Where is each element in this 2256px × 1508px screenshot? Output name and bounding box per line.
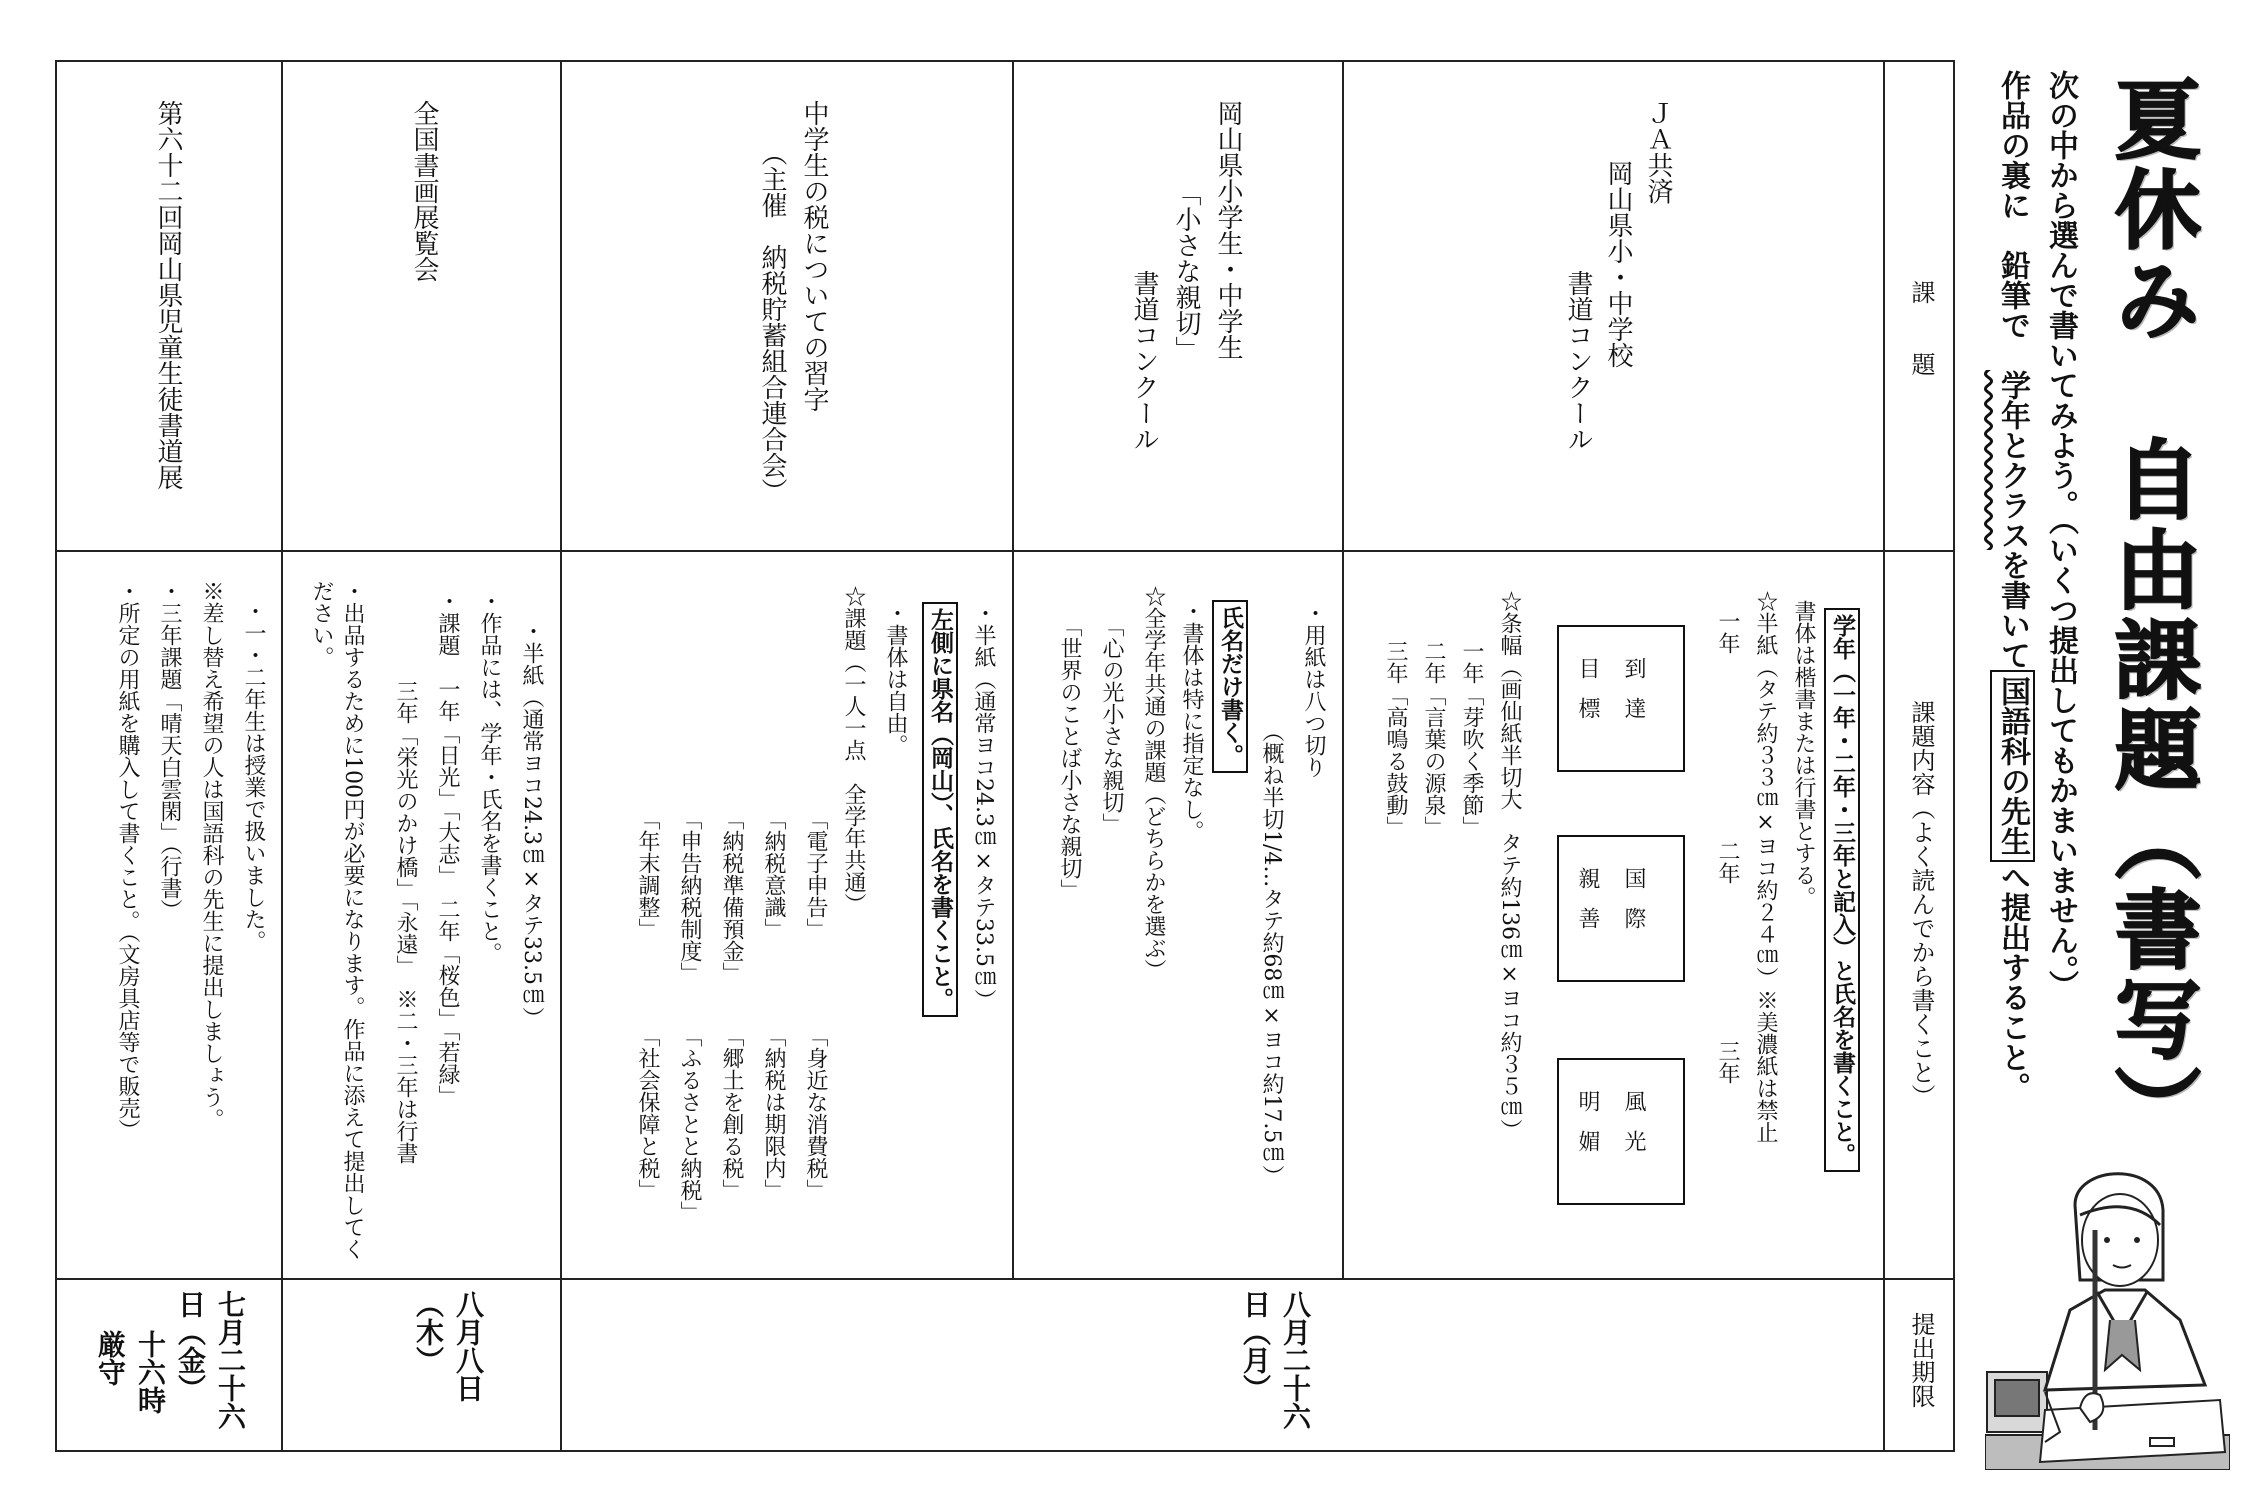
column-divider-2 [560,60,562,1452]
tax-item-14: 「年末調整」 [635,808,660,940]
tax-item-10: 「納税準備預金」 [719,808,744,984]
kindness-rule-1: ・用紙は八つ切り [1301,602,1326,778]
ja-item-3: 三年「高鳴る鼓動」 [1383,640,1408,838]
ja-sample-stamp-1-right: 到達 [1621,657,1646,737]
student-writing-illustration [1985,1170,2230,1470]
ja-sample-stamp-3-right: 風光 [1621,1090,1646,1170]
tax-title-1: 中学生の税についての習字 [799,100,829,412]
national-title: 全国書画展覧会 [409,100,439,282]
ja-item-2: 二年「言葉の源泉」 [1421,640,1446,838]
ja-title-1: ＪＡ共済 [1643,100,1673,204]
ja-rule-3: ☆半紙（タテ約３３㎝×ヨコ約２４㎝）※美濃紙は禁止 [1753,590,1778,1143]
column-divider-3 [1012,60,1014,1280]
kindness-rule-2: 氏名だけ書く。 [1214,600,1247,773]
table-row-divider [55,550,1955,552]
kindness-title-2: 「小さな親切」 [1171,180,1201,362]
deadline-3a: 七月二十六日（金） [174,1290,247,1430]
column-divider-4 [1342,60,1344,1280]
children-rule-3: ・三年課題「晴天白雲閑」（行書） [157,580,182,921]
deadline-1: 八月二十六日（月） [1239,1290,1312,1430]
instruction-2-b: 学年とクラス [1995,370,2030,550]
tax-rule-2: 左側に県名（岡山）、氏名を書くこと。 [924,602,957,1017]
tax-item-7: 「納税意識」 [761,808,786,940]
table-right-border [1953,60,1955,1452]
ja-rule-4: ☆条幅（画仙紙半切大 タテ約136㎝×ヨコ約３５㎝） [1497,590,1522,1141]
children-rule-4: ・所定の用紙を購入して書くこと。（文房具店等で販売） [115,580,140,1141]
kindness-item-2: 「世界のことば小さな親切」 [1057,615,1082,901]
tax-item-6: 「電子申告」 [803,808,828,940]
kindness-item-1: 「心の光小さな親切」 [1099,615,1124,835]
ja-grade-2: 二年 [1715,840,1740,884]
kindness-rule-4: ☆全学年共通の課題（どちらかを選ぶ） [1141,585,1166,981]
tax-title-2: （主催 納税貯蓄組合連合会） [757,140,787,504]
kindness-rule-3: ・書体は特に指定なし。 [1179,600,1204,842]
ja-sample-stamp-1-left: 目標 [1575,657,1600,737]
header-deadline: 提出期限 [1907,1312,1935,1408]
national-rule-3: ・課題 一年「日光」「大志」 二年「桜色」「若緑」 [435,590,460,1107]
column-divider-1 [281,60,283,1452]
national-rule-4: 三年「栄光のかけ橋」「永遠」 ※二・三年は行書 [393,680,418,1164]
tax-item-3: 「郷土を創る税」 [719,1025,744,1201]
ja-grade-1: 一年 [1715,610,1740,654]
tax-item-1: 「身近な消費税」 [803,1025,828,1201]
ja-title-3: 書道コンクール [1563,270,1593,452]
children-title: 第六十二回岡山県児童生徒書道展 [153,100,183,490]
header-content: 課題内容（よく読んでから書くこと） [1907,700,1935,1108]
ja-sample-stamp-2 [1557,835,1685,982]
tax-item-5: 「社会保障と税」 [635,1025,660,1201]
deadline-3b: 十六時厳守 [94,1330,167,1414]
children-rule-1: ・一・二年生は授業で扱いました。 [241,600,266,952]
header-theme: 課 題 [1907,280,1935,376]
table-bottom-border [55,1450,1955,1452]
tax-item-2: 「納税は期限内」 [761,1025,786,1201]
tax-rule-1: ・半紙（通常ヨコ24.3㎝×タテ33.5㎝） [971,602,996,1011]
tax-rule-3: ・書体は自由。 [883,602,908,756]
table-left-border [55,60,57,1452]
ja-grade-3: 三年 [1715,1040,1740,1084]
kindness-rule-1b: （概ね半切1/4…タテ約68㎝×ヨコ約17.5㎝） [1259,720,1284,1188]
instruction-2 [1992,70,2032,1102]
instruction-2-d: 国語科の先生 [1990,670,2035,862]
ja-item-1: 一年「芽吹く季節」 [1459,640,1484,838]
ja-sample-stamp-2-left: 親善 [1575,867,1600,947]
deadline-2: 八月八日（木） [412,1290,485,1402]
kindness-title-3: 書道コンクール [1129,270,1159,452]
national-rule-5: ・出品するために100円が必要になります。作品に添えて提出してください。 [309,580,365,1260]
instruction-2-e: へ提出すること。 [1995,862,2030,1102]
ja-sample-stamp-3 [1557,1058,1685,1205]
national-rule-1: ・半紙（通常ヨコ24.3㎝×タテ33.5㎝） [519,620,544,1029]
instruction-2-a: 作品の裏に 鉛筆で [1995,70,2030,370]
table-top-border [55,60,1955,62]
tax-rule-4: ☆課題（一人一点 全学年共通） [841,585,866,915]
ja-rule-1: 学年（一年・二年・三年と記入）と氏名を書くこと。 [1826,608,1859,1172]
instruction-2-c: を書いて [1995,550,2030,670]
header-column-divider [1883,60,1885,1452]
national-rule-2: ・作品には、学年・氏名を書くこと。 [477,590,502,964]
table-row-divider-2 [55,1278,1955,1280]
tax-item-12: 「申告納税制度」 [677,808,702,984]
instruction-1: 次の中から選んで書いてみよう。（いくつ提出してもかまいません。） [2043,70,2078,1000]
page-title: 夏休み 自由課題（書写） [2100,75,2200,1155]
tax-item-4: 「ふるさとと納税」 [677,1025,702,1223]
ja-title-2: 岡山県小・中学校 [1603,160,1633,368]
children-rule-2: ※差し替え希望の人は国語科の先生に提出しましょう。 [199,580,224,1130]
ja-rule-2: 書体は楷書または行書とする。 [1791,600,1816,908]
ja-sample-stamp-1 [1557,625,1685,772]
ja-sample-stamp-3-left: 明媚 [1575,1090,1600,1170]
kindness-title-1: 岡山県小学生・中学生 [1213,100,1243,360]
ja-sample-stamp-2-right: 国際 [1621,867,1646,947]
